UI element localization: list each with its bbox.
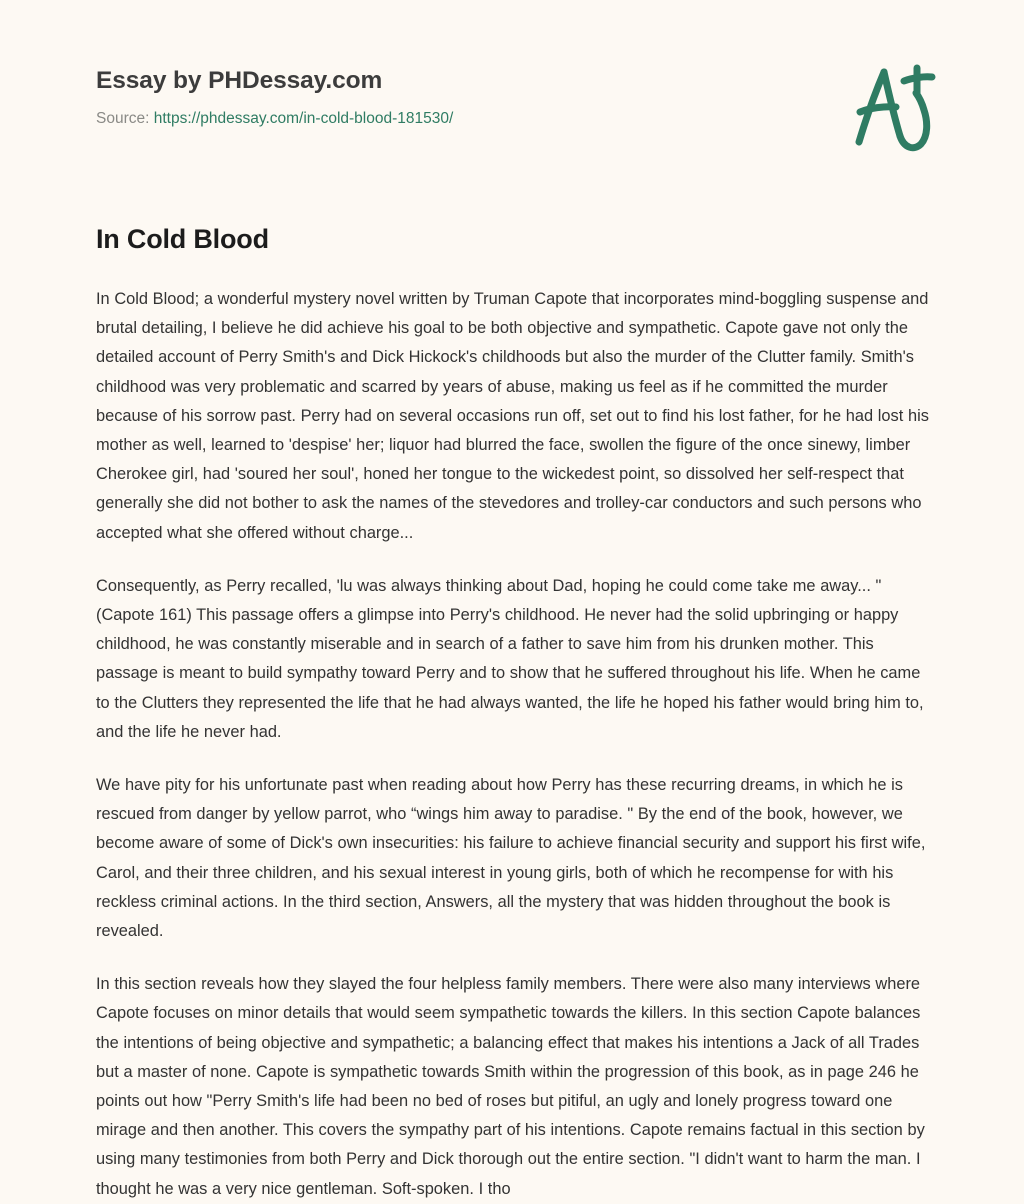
page-header — [96, 66, 928, 129]
brand-title: Essay by PHDessay.com — [96, 67, 383, 94]
paragraph: In this section reveals how they slayed the four helpless family members. There were also many interviews where Capote focuses on minor details that would seem sympathetic towards the killers. In this section Capote balances the intentions of being objective and sympathetic; a balancing effect that makes his intentions a Jack of all Trades but a master of none. Capote is sympathetic towards Smith within the progression of this book, as in page 246 he points out how "Perry Smith's life had been no bed of roses but pitiful, an ugly and lonely progress toward one mirage and then another. This covers the sympathy part of his intentions. Capote remains factual in this section by using many testimonies from both Perry and Dick thorough out the entire section. "I didn't want to harm the man. I thought he was a very nice gentleman. Soft-spoken. I tho — [96, 975, 925, 1198]
aplus-logo-glyph — [832, 54, 952, 166]
paragraph: In Cold Blood; a wonderful mystery novel written by Truman Capote that incorporates mind-boggling suspense and brutal detailing, I believe he did achieve his goal to be both objective and sympathetic. Capote gave not only the detailed account of Perry Smith's and Dick Hickock's childhoods but also the murder of the Clutter family. Smith's childhood was very problematic and scarred by years of abuse, making us feel as if he committed the murder because of his sorrow past. Perry had on several occasions run off, set out to find his lost father, for he had lost his mother as well, learned to 'despise' her; liquor had blurred the face, swollen the figure of the once sinewy, limber Cherokee girl, had 'soured her soul', honed her tongue to the wickedest point, so dissolved her self-respect that generally she did not bother to ask the names of the stevedores and trolley-car conductors and such persons who accepted what she offered without charge... — [96, 290, 929, 542]
source-label: Source: — [96, 110, 150, 127]
essay-body — [96, 285, 929, 1204]
paragraph: We have pity for his unfortunate past when reading about how Perry has these recurring dreams, in which he is rescued from danger by yellow parrot, who “wings him away to paradise. " By the end of the book, however, we become aware of some of Dick's own insecurities: his failure to achieve financial security and support his first wife, Carol, and their three children, and his sexual interest in young girls, both of which he recompense for with his reckless criminal actions. In the third section, Answers, all the mystery that was hidden throughout the book is revealed. — [96, 776, 926, 941]
aplus-logo-icon — [832, 54, 952, 166]
source-url-link[interactable]: https://phdessay.com/in-cold-blood-181530/ — [153, 110, 454, 127]
page-title: In Cold Blood — [96, 224, 269, 254]
paragraph: Consequently, as Perry recalled, 'lu was always thinking about Dad, hoping he could come take me away... " (Capote 161) This passage offers a glimpse into Perry's childhood. He never had the solid upbringing or happy childhood, he was constantly miserable and in search of a father to save him from his drunken mother. This passage is meant to build sympathy toward Perry and to show that he suffered throughout his life. When he came to the Clutters they represented the life that he had always wanted, the life he hoped his father would bring him to, and the life he never had. — [96, 576, 924, 741]
source-line — [96, 109, 928, 129]
